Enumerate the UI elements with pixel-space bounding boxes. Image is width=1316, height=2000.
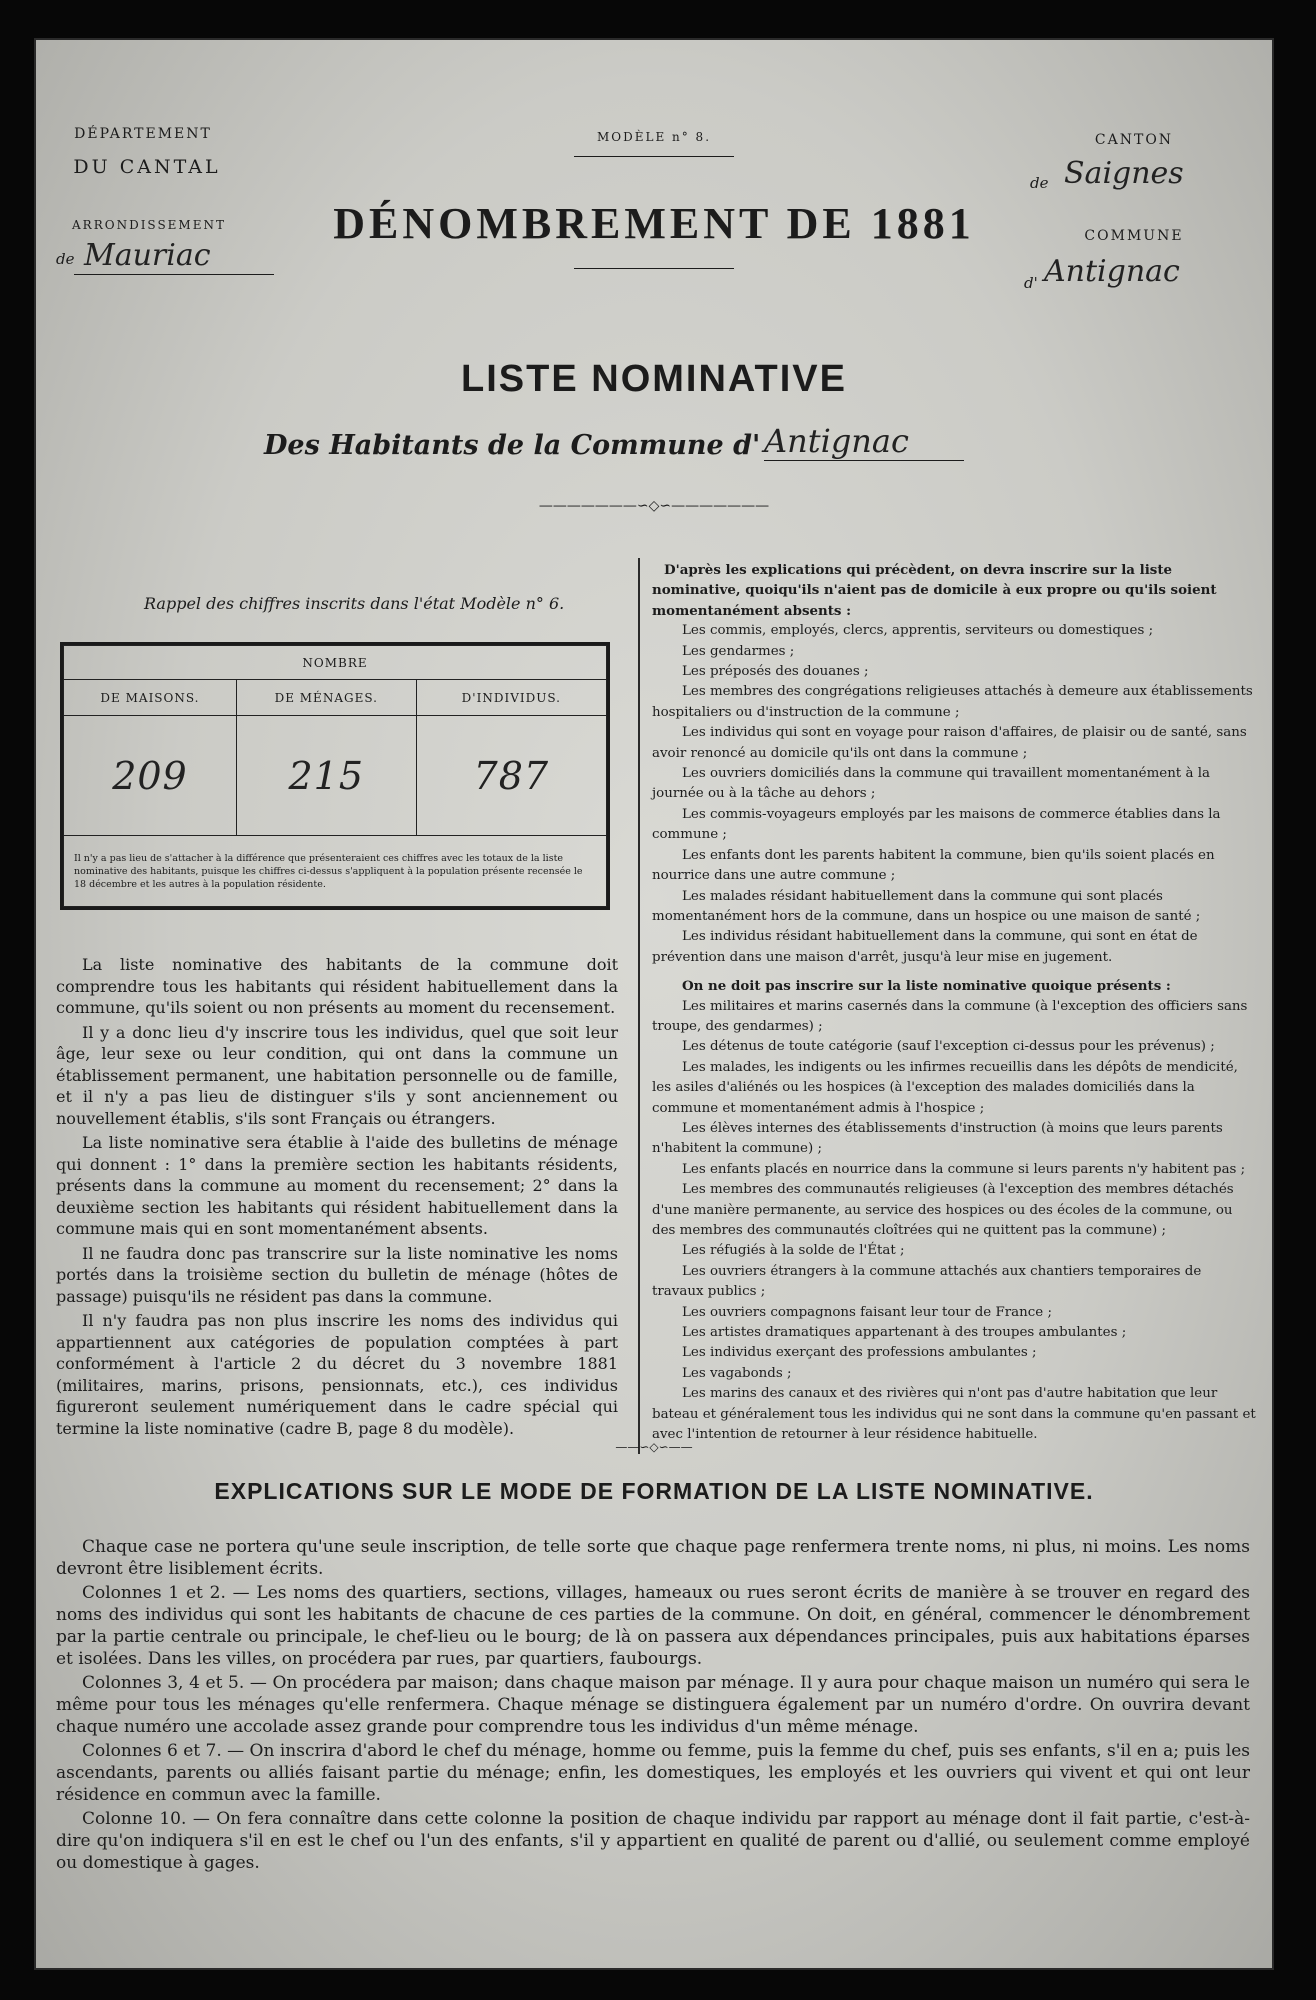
- right-item-2: Les militaires et marins casernés dans la commune (à l'exception des officiers sans troupe, des gendarmes) ;: [652, 998, 1248, 1034]
- canton-label: CANTON: [1094, 132, 1174, 148]
- right-item-2: Les détenus de toute catégorie (sauf l'exception ci-dessus pour les prévenus) ;: [682, 1039, 1215, 1055]
- title-rule: [574, 268, 734, 269]
- left-paragraph: La liste nominative des habitants de la commune doit comprendre tous les habitants qui résident habituellement dans la commune, qu'ils soient ou non présents au moment du recensement.: [56, 955, 618, 1017]
- arrondissement-prefix: de: [56, 250, 75, 268]
- right-item-2: Les individus exerçant des professions ambulantes ;: [682, 1345, 1037, 1361]
- left-paragraph: Il y a donc lieu d'y inscrire tous les individus, quel que soit leur âge, leur sexe ou leur condition, qui ont dans la commune un établissement permanent, une habitation personnelle ou de famille, et il n'y a pas lieu de distinguer s'ils y sont anciennement ou nouvellement établis, s'ils sont Français ou étrangers.: [56, 1022, 618, 1128]
- departement-label: DÉPARTEMENT: [74, 126, 212, 142]
- explication-paragraph: Colonnes 3, 4 et 5. — On procédera par maison; dans chaque maison par ménage. Il y aura pour chaque maison un numéro qui sera le même pour tous les ménages qu'elle renfermera. Chaque ménage se distinguera également par un numéro d'ordre. On ouvrira devant chaque numéro une accolade assez grande pour comprendre tous les individus d'un même ménage.: [56, 1673, 1250, 1737]
- page-title: DÉNOMBREMENT DE 1881: [333, 199, 975, 248]
- right-item-2: Les ouvriers compagnons faisant leur tour de France ;: [682, 1304, 1052, 1320]
- subtitle-handwritten: Antignac: [764, 422, 909, 460]
- value-individus: 787: [416, 716, 606, 836]
- right-item-2: Les élèves internes des établissements d'instruction (à moins que leurs parents n'habitent la commune) ;: [652, 1120, 1223, 1157]
- arrondissement-label: ARRONDISSEMENT: [72, 218, 226, 232]
- right-item-2: Les membres des communautés religieuses (à l'exception des membres détachés d'une manière permanente, au service des hospices ou des écoles de la commune, ou des membres des communautés cloîtrées qui ne quittent pas la commune) ;: [652, 1182, 1234, 1238]
- right-item: Les commis, employés, clercs, apprentis, serviteurs ou domestiques ;: [682, 623, 1154, 639]
- right-item: Les individus qui sont en voyage pour raison d'affaires, de plaisir ou de santé, sans avoir renoncé au domicile qu'ils ont dans la commune ;: [652, 725, 1247, 761]
- right-item-2: Les vagabonds ;: [682, 1365, 792, 1381]
- explication-paragraph: Colonne 10. — On fera connaître dans cette colonne la position de chaque individu par rapport au ménage dont il fait partie, c'est-à-dire qu'on indiquera s'il en est le chef ou l'un des enfants, s'il y appartient en qualité de parent ou d'allié, ou seulement comme employé ou domestique à gages.: [56, 1809, 1250, 1873]
- departement-value: DU CANTAL: [73, 156, 221, 178]
- liste-title: LISTE NOMINATIVE: [461, 358, 847, 400]
- commune-label: COMMUNE: [1084, 228, 1184, 244]
- modele-number: MODÈLE n° 8.: [596, 130, 712, 144]
- right-item-2: Les malades, les indigents ou les infirmes recueillis dans les dépôts de mendicité, les asiles d'aliénés ou les hospices (à l'exception des malades domiciliés dans la commune et momentanément admis à l'hospice ;: [652, 1059, 1238, 1116]
- left-paragraph: La liste nominative sera établie à l'aide des bulletins de ménage qui donnent : 1° dans la première section les habitants résidents, présents dans la commune au moment du recensement; 2° dans la deuxième section les habitants qui résident habituellement dans la commune mais qui en sont momentanément absents.: [56, 1133, 618, 1238]
- explication-paragraph: Colonnes 1 et 2. — Les noms des quartiers, sections, villages, hameaux ou rues seront écrits de manière à se trouver en regard des noms des individus qui sont les habitants de chacune de ces parties de la commune. On doit, en général, commencer le dénombrement par la partie centrale ou principale, le chef-lieu ou le bourg; de là on passera aux dépendances principales, puis aux habitations éparses et isolées. Dans les villes, on procédera par rues, par quartiers, faubourgs.: [56, 1583, 1250, 1669]
- right-item: Les commis-voyageurs employés par les maisons de commerce établies dans la commune ;: [652, 806, 1221, 843]
- right-item: Les individus résidant habituellement dans la commune, qui sont en état de prévention dans une maison d'arrêt, jusqu'à leur mise en jugement.: [652, 929, 1198, 965]
- explication-paragraph: Colonnes 6 et 7. — On inscrira d'abord le chef du ménage, homme ou femme, puis la femme du chef, puis ses enfants, s'il en a; puis les ascendants, parents ou alliés faisant partie du ménage; enfin, les domestiques, les employés et les ouvriers qui vivent et qui ont leur résidence en commun avec la famille.: [56, 1741, 1250, 1805]
- explication-paragraph: Chaque case ne portera qu'une seule inscription, de telle sorte que chaque page renfermera trente noms, ni plus, ni moins. Les noms devront être lisiblement écrits.: [56, 1537, 1250, 1579]
- right-item: Les gendarmes ;: [682, 643, 795, 659]
- explications-title: EXPLICATIONS SUR LE MODE DE FORMATION DE LA LISTE NOMINATIVE.: [214, 1478, 1094, 1504]
- header-menages: DE MÉNAGES.: [236, 680, 416, 716]
- right-item: Les enfants dont les parents habitent la commune, bien qu'ils soient placés en nourrice dans une autre commune ;: [652, 847, 1215, 884]
- bottom-ornament: ——∽◇∽——: [615, 1440, 693, 1454]
- rappel-text: Rappel des chiffres inscrits dans l'état Modèle n° 6.: [144, 594, 565, 613]
- right-item-2: Les marins des canaux et des rivières qui n'ont pas d'autre habitation que leur bateau et généralement tous les individus qui ne sont dans la commune qu'en passant et avec l'intention de retourner à leur résidence habituelle.: [652, 1386, 1256, 1443]
- right-intro-2: On ne doit pas inscrire sur la liste nominative quoique présents :: [682, 978, 1171, 995]
- value-menages: 215: [236, 716, 416, 836]
- modele-rule: [574, 156, 734, 157]
- explications-block: [56, 1536, 1250, 1876]
- column-divider: [638, 558, 640, 1454]
- left-column: [56, 954, 618, 1442]
- right-item-2: Les ouvriers étrangers à la commune attachés aux chantiers temporaires de travaux publics ;: [652, 1263, 1202, 1300]
- right-item-2: Les enfants placés en nourrice dans la commune si leurs parents n'y habitent pas ;: [682, 1161, 1246, 1177]
- subtitle-rule: [764, 460, 964, 461]
- subtitle-prefix: Des Habitants de la Commune d': [264, 430, 761, 461]
- commune-prefix: d': [1024, 274, 1038, 292]
- header-maisons: DE MAISONS.: [64, 680, 237, 716]
- arrondissement-rule: [74, 274, 274, 275]
- right-item-2: Les artistes dramatiques appartenant à des troupes ambulantes ;: [682, 1325, 1127, 1341]
- nombre-title: NOMBRE: [64, 646, 607, 680]
- right-item: Les préposés des douanes ;: [682, 664, 869, 680]
- right-item: Les malades résidant habituellement dans la commune qui sont placés momentanément hors de la commune, dans un hospice ou une maison de santé ;: [652, 888, 1201, 924]
- value-maisons: 209: [64, 716, 237, 836]
- right-item-2: Les réfugiés à la solde de l'État ;: [682, 1243, 905, 1259]
- right-column: [652, 560, 1256, 1445]
- left-paragraph: Il n'y faudra pas non plus inscrire les noms des individus qui appartiennent aux catégories de population comptées à part conformément à l'article 2 du décret du 3 novembre 1881 (militaires, marins, prisons, pensionnats, etc.), ces individus figureront seulement numériquement dans le cadre spécial qui termine la liste nominative (cadre B, page 8 du modèle).: [56, 1311, 618, 1438]
- ornament-divider: ———————∽◇∽———————: [538, 498, 770, 514]
- right-item: Les membres des congrégations religieuses attachés à demeure aux établissements hospitaliers ou d'instruction de la commune ;: [652, 684, 1253, 720]
- commune-handwritten: Antignac: [1044, 254, 1180, 289]
- nombre-note: Il n'y a pas lieu de s'attacher à la différence que présenteraient ces chiffres avec les totaux de la liste nominative des habitants, puisque les chiffres ci-dessus s'appliquent à la population présente recensée le 18 décembre et les autres à la population résidente.: [64, 836, 607, 907]
- right-item: Les ouvriers domiciliés dans la commune qui travaillent momentanément à la journée ou à la tâche au dehors ;: [652, 766, 1210, 802]
- arrondissement-handwritten: Mauriac: [84, 238, 211, 273]
- canton-prefix: de: [1030, 174, 1049, 192]
- left-paragraph: Il ne faudra donc pas transcrire sur la liste nominative les noms portés dans la troisième section du bulletin de ménage (hôtes de passage) puisqu'ils ne résident pas dans la commune.: [56, 1243, 618, 1306]
- nombre-table: [60, 642, 610, 910]
- right-intro: D'après les explications qui précèdent, on devra inscrire sur la liste nominative, quoiqu'ils n'aient pas de domicile à eux propre ou qu'ils soient momentanément absents :: [652, 562, 1217, 619]
- header-individus: D'INDIVIDUS.: [416, 680, 606, 716]
- census-page: [34, 38, 1274, 1970]
- canton-handwritten: Saignes: [1064, 156, 1184, 191]
